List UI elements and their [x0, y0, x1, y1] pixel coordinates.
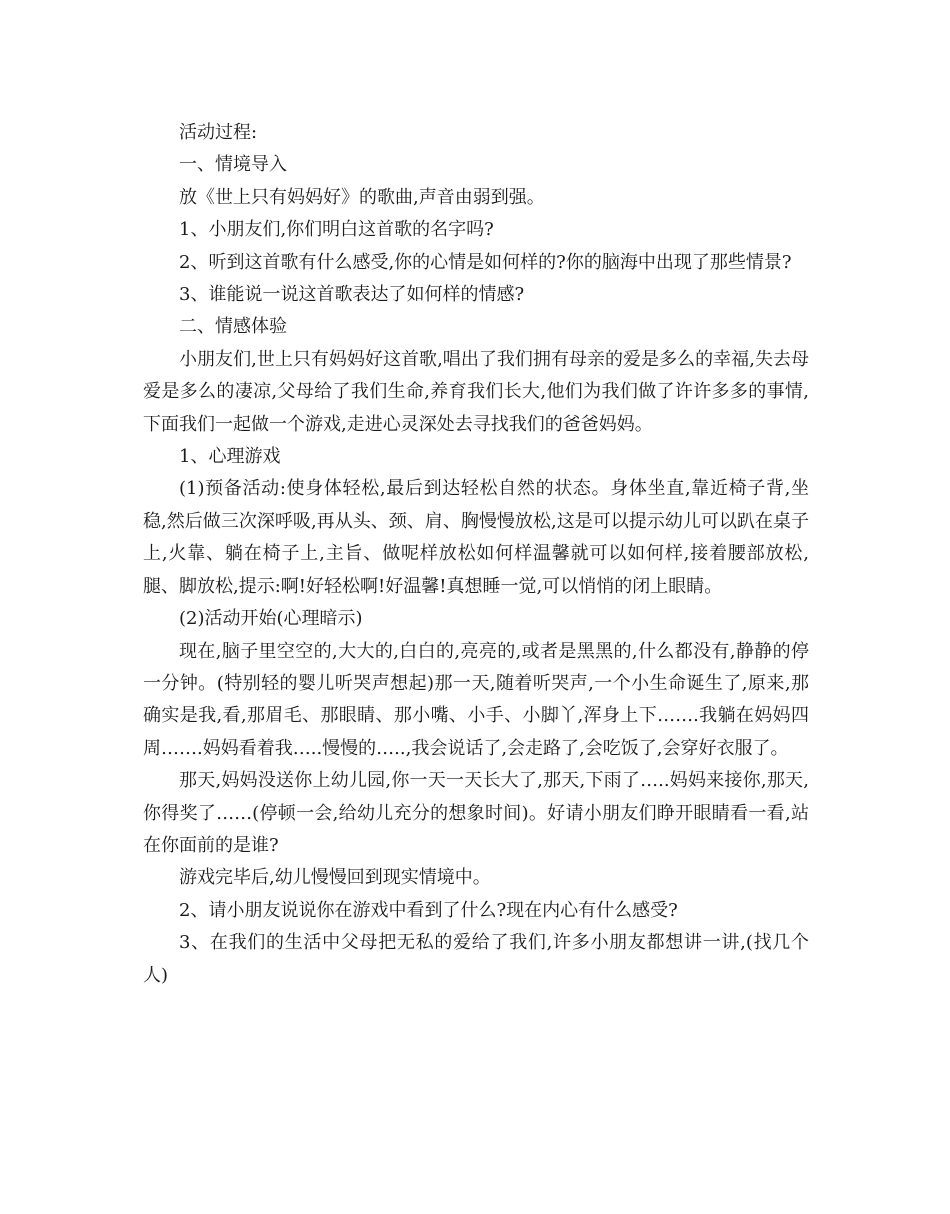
- paragraph: 游戏完毕后,幼儿慢慢回到现实情境中。: [179, 867, 491, 889]
- paragraph: 那天,妈妈没送你上幼儿园,你一天一天长大了,那天,下雨了…..妈妈来接你,那天,你得奖了……(停顿一会,给幼儿充分的想象时间)。好请小朋友们睁开眼睛看一看,站在你面前的是谁?: [143, 770, 809, 856]
- document-body: [143, 117, 809, 992]
- question-item-1: 1、小朋友们,你们明白这首歌的名字吗?: [179, 219, 494, 241]
- section-heading-1: 一、情境导入: [179, 154, 287, 176]
- section-heading-2: 二、情感体验: [179, 316, 287, 338]
- paragraph: (1)预备活动:使身体轻松,最后到达轻松自然的状态。身体坐直,靠近椅子背,坐稳,然后做三次深呼吸,再从头、颈、肩、胸慢慢放松,这是可以提示幼儿可以趴在桌子上,火靠、躺在椅子上,主旨、做呢样放松如何样温馨就可以如何样,接着腰部放松,腿、脚放松,提示:啊!好轻松啊!好温馨!真想睡一觉,可以悄悄的闭上眼睛。: [143, 478, 809, 597]
- subsection-heading-1: 1、心理游戏: [179, 446, 281, 468]
- question-item-2: 2、听到这首歌有什么感受,你的心情是如何样的?你的脑海中出现了那些情景?: [179, 251, 792, 273]
- paragraph: 小朋友们,世上只有妈妈好这首歌,唱出了我们拥有母亲的爱是多么的幸福,失去母爱是多么的凄凉,父母给了我们生命,养育我们长大,他们为我们做了许许多多的事情,下面我们一起做一个游戏,走进心灵深处去寻找我们的爸爸妈妈。: [143, 348, 809, 435]
- paragraph: 现在,脑子里空空的,大大的,白白的,亮亮的,或者是黑黑的,什么都没有,静静的停一分钟。(特别轻的婴儿听哭声想起)那一天,随着听哭声,一个小生命诞生了,原来,那确实是我,看,那眉毛、那眼睛、那小嘴、小手、小脚丫,浑身上下…….我躺在妈妈四周…….妈妈看着我…..慢慢的…..,我会说话了,会走路了,会吃饭了,会穿好衣服了。: [143, 640, 809, 759]
- subsection-heading-2: (2)活动开始(心理暗示): [179, 608, 363, 630]
- question-item-3b: 3、在我们的生活中父母把无私的爱给了我们,许多小朋友都想讲一讲,(找几个人): [143, 932, 809, 986]
- question-item-3: 3、谁能说一说这首歌表达了如何样的情感?: [179, 284, 525, 306]
- paragraph: 放《世上只有妈妈好》的歌曲,声音由弱到强。: [179, 186, 545, 208]
- section-label-activity-process: 活动过程:: [179, 122, 258, 143]
- question-item-2b: 2、请小朋友说说你在游戏中看到了什么?现在内心有什么感受?: [179, 899, 678, 921]
